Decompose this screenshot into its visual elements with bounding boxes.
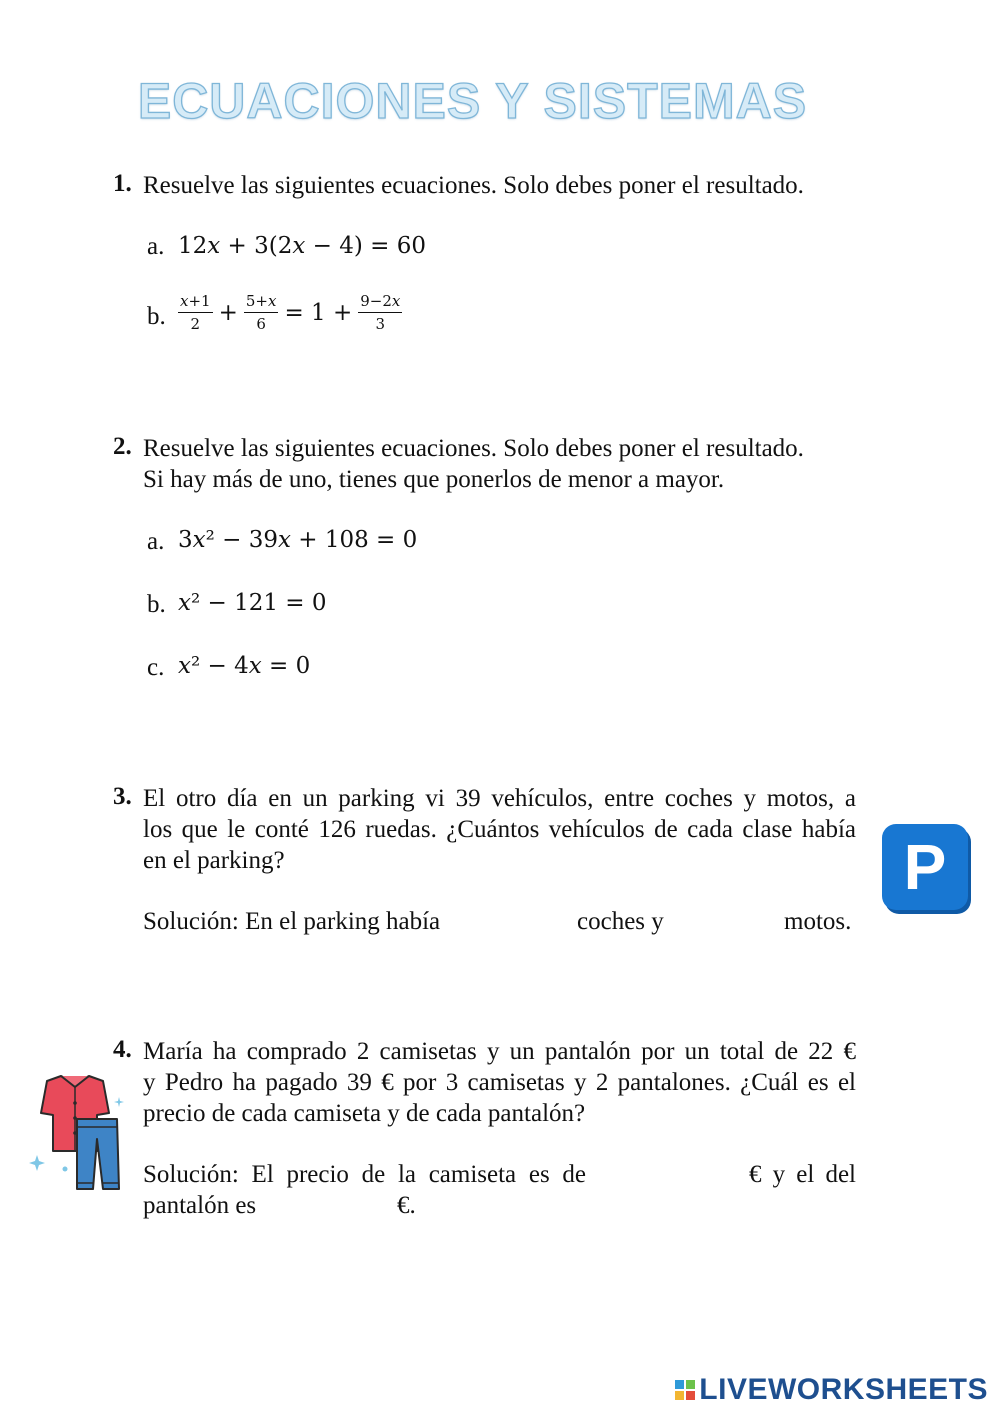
- question-2-line-1: Resuelve las siguientes ecuaciones. Solo debes poner el resultado.: [143, 435, 804, 462]
- q4-solution-mid: € y el del: [749, 1161, 856, 1188]
- question-2-line-2: Si hay más de uno, tienes que ponerlos de menor a mayor.: [143, 466, 725, 493]
- q1b-label: b.: [147, 303, 166, 330]
- question-3-line-3: en el parking?: [143, 847, 285, 874]
- question-3-number: 3.: [113, 783, 132, 810]
- plus-sign: +: [218, 299, 238, 326]
- liveworksheets-logo: [675, 1373, 988, 1407]
- question-1-text: Resuelve las siguientes ecuaciones. Solo debes poner el resultado.: [143, 172, 804, 199]
- q4-trousers-price-input[interactable]: [270, 1190, 392, 1220]
- equals-one-plus: = 1 +: [284, 299, 353, 326]
- q3-cars-answer-input[interactable]: [466, 906, 570, 936]
- question-2-number: 2.: [113, 433, 132, 460]
- question-1-number: 1.: [113, 170, 132, 197]
- jeans-icon: [77, 1119, 119, 1189]
- page-title: ECUACIONES Y SISTEMAS: [137, 73, 808, 129]
- fraction-1-denominator: 2: [190, 315, 201, 333]
- q1a-label: a.: [147, 233, 165, 260]
- fraction-2: [244, 292, 279, 333]
- q3-motos-answer-input[interactable]: [675, 906, 779, 936]
- fraction-2-denominator: 6: [256, 315, 266, 333]
- parking-sign-letter: P: [903, 831, 947, 903]
- q2a-label: a.: [147, 528, 165, 555]
- q4-solution-line2-end: €.: [397, 1192, 416, 1219]
- q4-shirt-price-input[interactable]: [592, 1159, 742, 1189]
- fraction-3-numerator: 9−2𝑥: [358, 292, 402, 313]
- q2c-label: c.: [147, 654, 165, 681]
- q2b-label: b.: [147, 591, 166, 618]
- clothes-icon: [25, 1073, 125, 1195]
- q1b-equation: [176, 292, 404, 333]
- liveworksheets-logo-icon: [675, 1380, 695, 1400]
- fraction-3-denominator: 3: [375, 315, 386, 333]
- liveworksheets-logo-text: LIVEWORKSHEETS: [699, 1373, 988, 1406]
- q2c-equation: 𝑥² − 4𝑥 = 0: [178, 653, 311, 679]
- q3-solution-mid: coches y: [577, 908, 664, 935]
- q1a-equation: 12𝑥 + 3(2𝑥 − 4) = 60: [178, 233, 427, 259]
- fraction-1-numerator: 𝑥+1: [178, 292, 213, 313]
- question-3-line-2: los que le conté 126 ruedas. ¿Cuántos vehículos de cada clase había: [143, 816, 856, 843]
- fraction-1: [178, 292, 213, 333]
- question-3-line-1: El otro día en un parking vi 39 vehículos, entre coches y motos, a: [143, 785, 856, 812]
- q4-solution-line2-prefix: pantalón es: [143, 1192, 257, 1219]
- fraction-3: [358, 292, 402, 333]
- parking-sign-icon: [882, 824, 968, 910]
- q2b-equation: 𝑥² − 121 = 0: [178, 590, 327, 616]
- question-4-line-2: y Pedro ha pagado 39 € por 3 camisetas y 2 pantalones. ¿Cuál es el: [143, 1069, 856, 1096]
- q4-solution-prefix: Solución: El precio de la camiseta es de: [143, 1161, 586, 1188]
- question-4-line-1: María ha comprado 2 camisetas y un pantalón por un total de 22 €: [143, 1038, 856, 1065]
- fraction-2-numerator: 5+𝑥: [244, 292, 279, 313]
- q3-solution-prefix: Solución: En el parking había: [143, 908, 441, 935]
- q2a-equation: 3𝑥² − 39𝑥 + 108 = 0: [178, 527, 418, 553]
- question-4-number: 4.: [113, 1036, 132, 1063]
- q3-solution-end: motos.: [784, 908, 852, 935]
- question-4-line-3: precio de cada camiseta y de cada pantalón?: [143, 1100, 586, 1127]
